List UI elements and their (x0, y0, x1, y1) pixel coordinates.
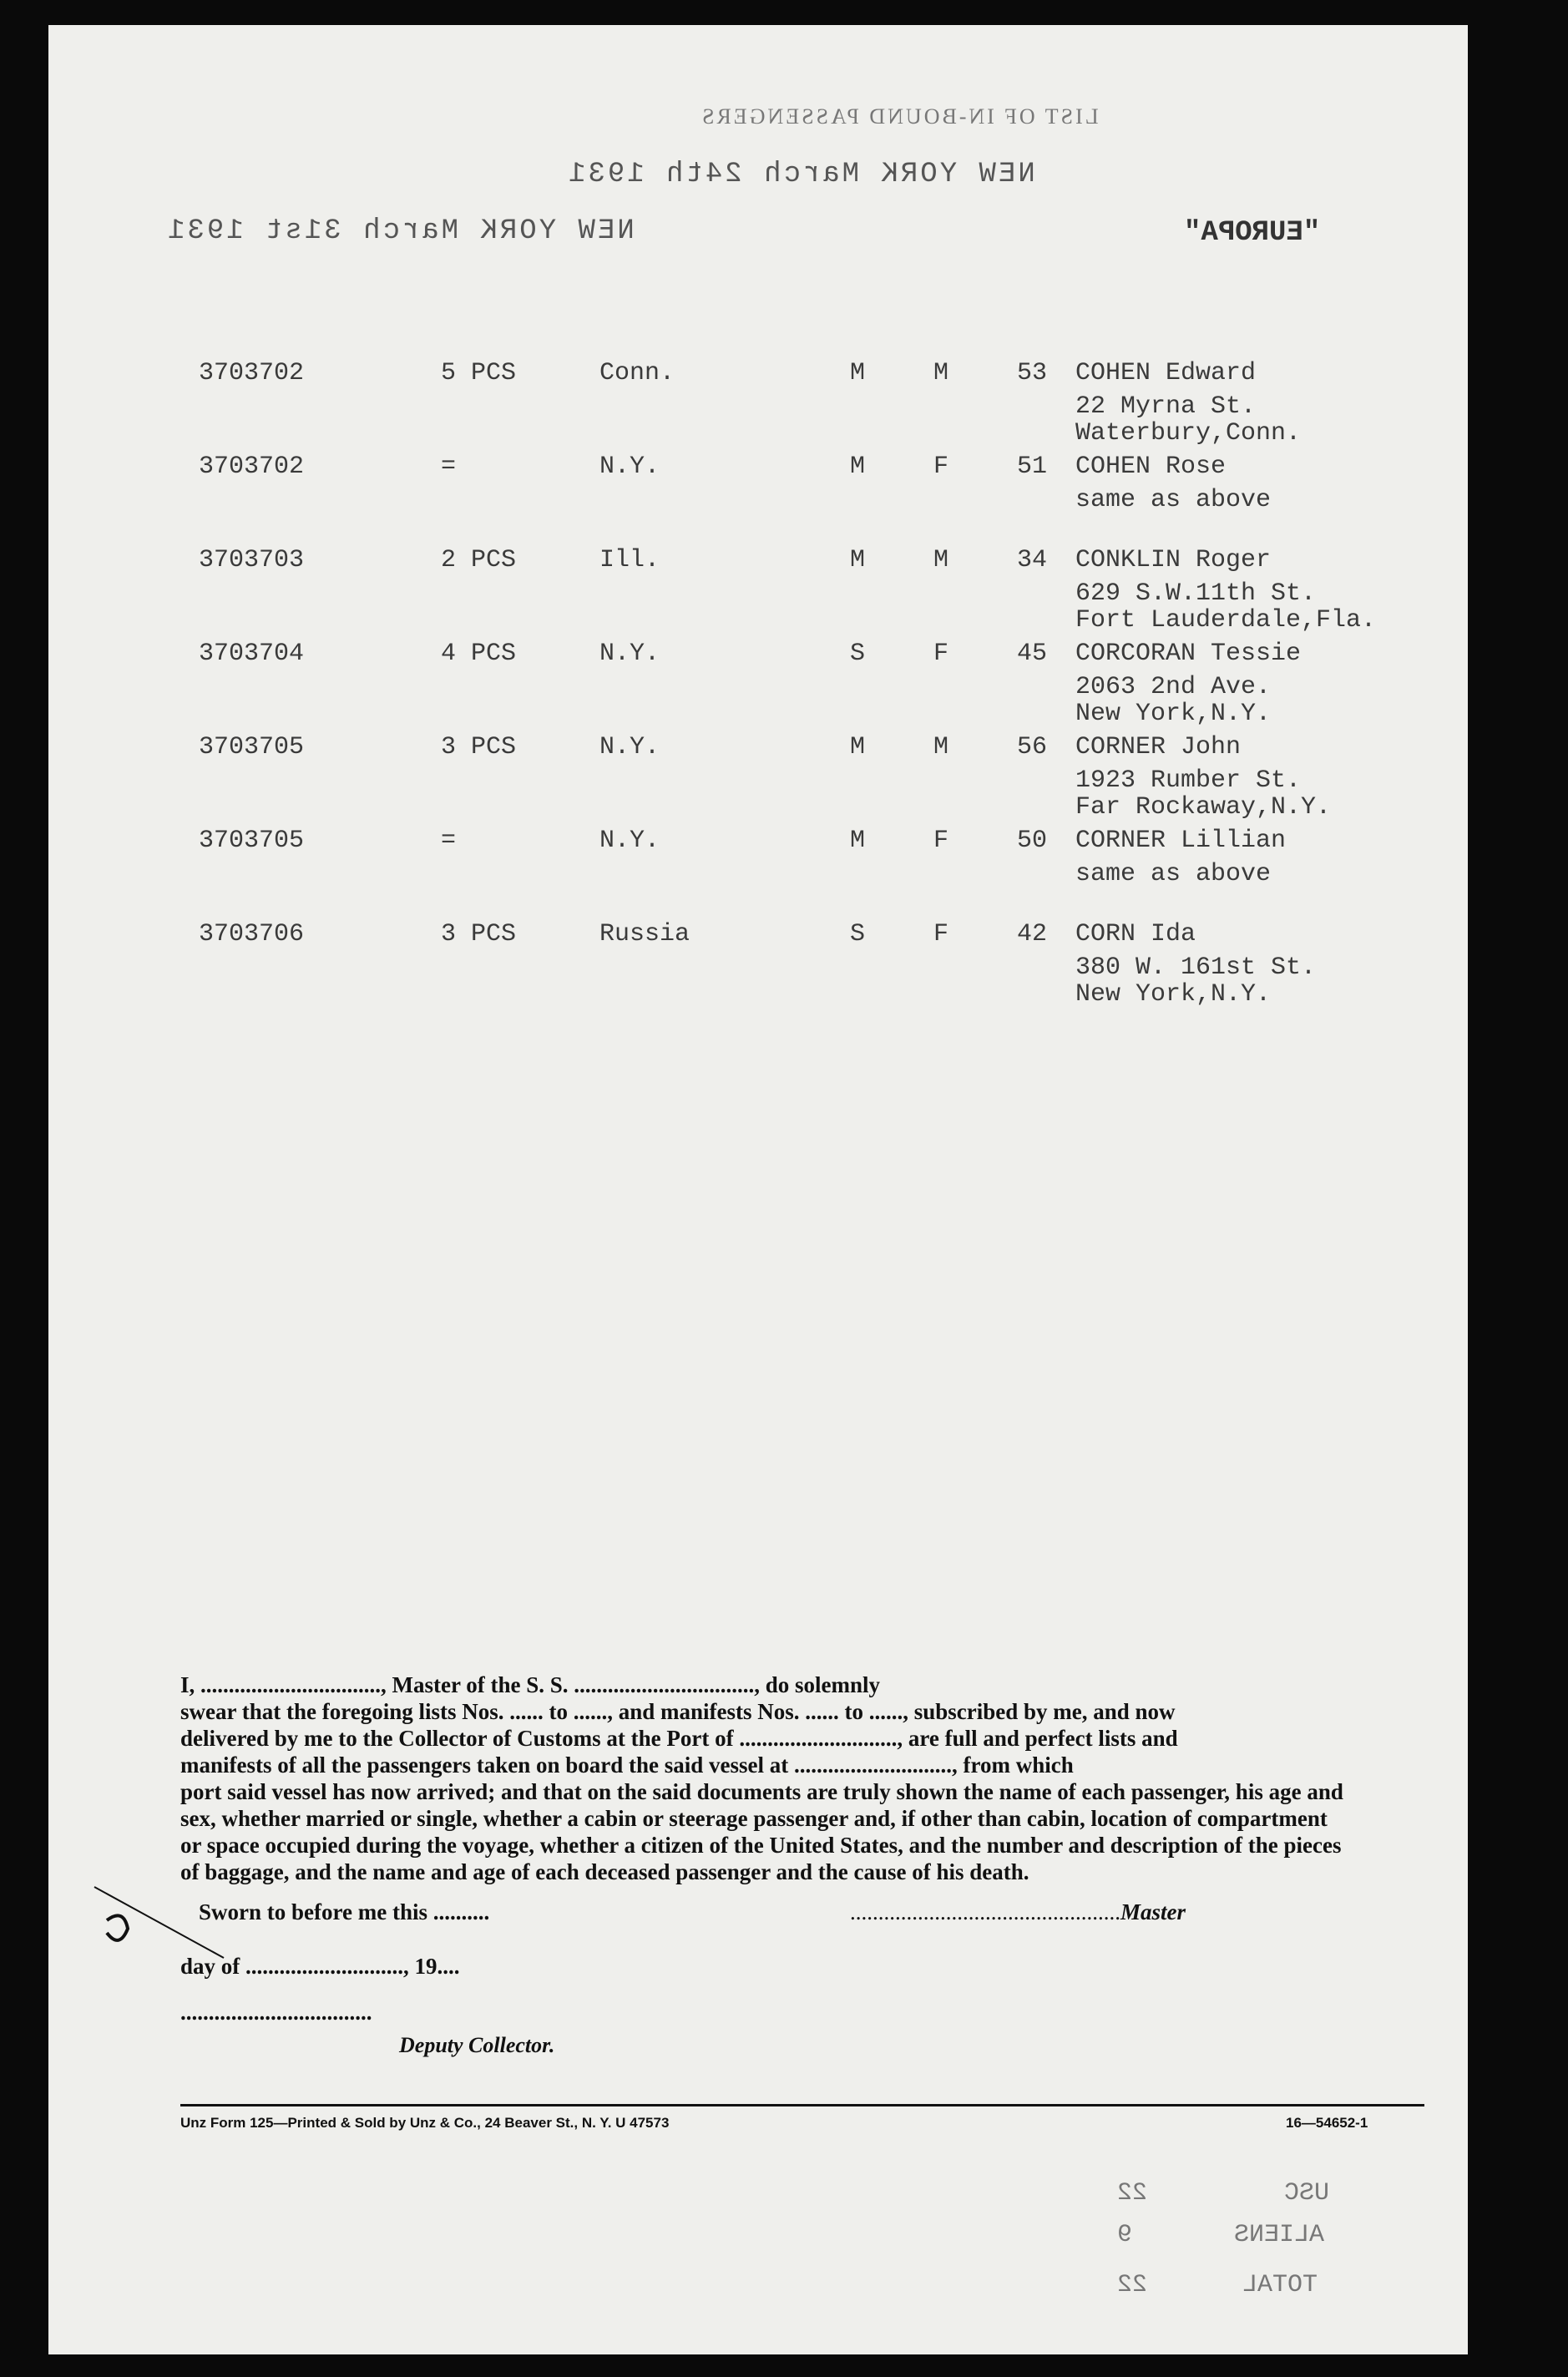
manifest-title-text: LIST OF IN-BOUND PASSENGERS (700, 104, 1099, 129)
age: 50 (1017, 827, 1048, 855)
passenger-name: CORNER Lillian (1075, 827, 1287, 855)
address-line-1: same as above (1075, 860, 1272, 888)
total-label (1242, 2271, 1318, 2299)
ship-name (1184, 217, 1320, 249)
usc-total (1117, 2179, 1147, 2208)
sex: F (933, 920, 949, 948)
date-line-1 (566, 159, 1035, 190)
address-line-2: Far Rockaway,N.Y. (1075, 793, 1332, 822)
age: 42 (1017, 920, 1048, 948)
manifest-title (700, 104, 1099, 129)
deputy-dots: .................................. (180, 2000, 372, 2025)
deputy-collector-label: Deputy Collector. (399, 2033, 555, 2057)
aliens-label-text: ALIENS (1234, 2221, 1325, 2249)
state: Conn. (599, 359, 675, 387)
ticket-number: 3703704 (199, 640, 305, 668)
oath-line: port said vessel has now arrived; and that on the said documents are truly shown the name of each passenger, his age and (180, 1779, 1343, 1804)
ticket-number: 3703705 (199, 827, 305, 855)
sex: M (933, 546, 949, 574)
passenger-row (199, 827, 1401, 893)
passenger-name: COHEN Rose (1075, 453, 1227, 481)
marital-status: S (850, 920, 866, 948)
master-signature-line (850, 1899, 1186, 1925)
baggage-pieces: = (441, 453, 457, 481)
address-line-1: same as above (1075, 486, 1272, 514)
oath-line: delivered by me to the Collector of Customs at the Port of ............................, are full and perfect lists and (180, 1726, 1178, 1751)
address-line-1: 380 W. 161st St. (1075, 953, 1317, 982)
ship-name-text: "EUROPA" (1184, 217, 1321, 249)
state: Ill. (599, 546, 660, 574)
marital-status: S (850, 640, 866, 668)
state: Russia (599, 920, 690, 948)
baggage-pieces: 4 PCS (441, 640, 517, 668)
address-line-1: 629 S.W.11th St. (1075, 579, 1317, 608)
passenger-row (199, 546, 1401, 635)
state: N.Y. (599, 827, 660, 855)
passenger-row (199, 920, 1401, 1009)
passenger-name: CORNER John (1075, 733, 1242, 761)
passenger-row (199, 640, 1401, 728)
passenger-row (199, 359, 1401, 448)
state: N.Y. (599, 733, 660, 761)
oath-line: manifests of all the passengers taken on board the said vessel at ............................, from which (180, 1752, 1074, 1778)
usc-total-value: 22 (1117, 2179, 1148, 2208)
passenger-name: CONKLIN Roger (1075, 546, 1272, 574)
aliens-total (1117, 2221, 1132, 2249)
aliens-label (1234, 2221, 1324, 2249)
marital-status: M (850, 733, 866, 761)
marital-status: M (850, 827, 866, 855)
passenger-row (199, 733, 1401, 822)
baggage-pieces: 2 PCS (441, 546, 517, 574)
passenger-name: CORCORAN Tessie (1075, 640, 1302, 668)
oath-line: sex, whether married or single, whether a cabin or steerage passenger and, if other than cabin, location of compartment (180, 1806, 1328, 1831)
age: 53 (1017, 359, 1048, 387)
baggage-pieces: = (441, 827, 457, 855)
oath-line: I, ................................, Master of the S. S. ................................, do solemnly (180, 1672, 881, 1697)
sex: M (933, 733, 949, 761)
sex: F (933, 827, 949, 855)
form-number: 16—54652-1 (1286, 2115, 1368, 2131)
oath-line: of baggage, and the name and age of each deceased passenger and the cause of his death. (180, 1859, 1029, 1884)
age: 34 (1017, 546, 1048, 574)
ticket-number: 3703706 (199, 920, 305, 948)
sex: F (933, 453, 949, 481)
grand-total (1117, 2271, 1147, 2299)
baggage-pieces: 5 PCS (441, 359, 517, 387)
total-label-text: TOTAL (1242, 2271, 1318, 2299)
date-line-2-text: NEW YORK March 31st 1931 (165, 215, 635, 247)
address-line-2: New York,N.Y. (1075, 980, 1272, 1009)
oath-line: or space occupied during the voyage, whether a citizen of the United States, and the number and description of the pieces (180, 1833, 1342, 1858)
age: 45 (1017, 640, 1048, 668)
address-line-1: 22 Myrna St. (1075, 392, 1257, 421)
day-of-line: day of ............................, 19.... (180, 1954, 460, 1979)
grand-total-value: 22 (1117, 2271, 1148, 2299)
date-line-2 (165, 215, 635, 247)
ticket-number: 3703702 (199, 453, 305, 481)
sex: F (933, 640, 949, 668)
usc-label (1284, 2179, 1329, 2208)
passenger-name: COHEN Edward (1075, 359, 1257, 387)
ticket-number: 3703702 (199, 359, 305, 387)
date-line-1-text: NEW YORK March 24th 1931 (566, 159, 1035, 190)
ticket-number: 3703705 (199, 733, 305, 761)
master-label: Master (1120, 1899, 1186, 1924)
address-line-2: New York,N.Y. (1075, 700, 1272, 728)
marital-status: M (850, 359, 866, 387)
age: 51 (1017, 453, 1048, 481)
age: 56 (1017, 733, 1048, 761)
footer-rule (180, 2104, 1424, 2106)
address-line-2: Waterbury,Conn. (1075, 419, 1302, 448)
address-line-2: Fort Lauderdale,Fla. (1075, 606, 1377, 635)
marital-status: M (850, 453, 866, 481)
sworn-line: Sworn to before me this .......... (199, 1899, 490, 1924)
ticket-number: 3703703 (199, 546, 305, 574)
passenger-name: CORN Ida (1075, 920, 1196, 948)
baggage-pieces: 3 PCS (441, 733, 517, 761)
address-line-1: 2063 2nd Ave. (1075, 673, 1272, 701)
passenger-row (199, 453, 1401, 519)
oath-paragraph (180, 1671, 1383, 1885)
manifest-sheet (48, 25, 1468, 2354)
baggage-pieces: 3 PCS (441, 920, 517, 948)
oath-line: swear that the foregoing lists Nos. ...... to ......, and manifests Nos. ...... to ......, subscribed by me, and now (180, 1699, 1176, 1724)
state: N.Y. (599, 640, 660, 668)
aliens-total-value: 9 (1117, 2221, 1133, 2249)
master-dots: ................................................ (850, 1899, 1120, 1924)
sex: M (933, 359, 949, 387)
address-line-1: 1923 Rumber St. (1075, 766, 1302, 795)
state: N.Y. (599, 453, 660, 481)
form-printer-note: Unz Form 125—Printed & Sold by Unz & Co., 24 Beaver St., N. Y. U 47573 (180, 2115, 670, 2131)
marital-status: M (850, 546, 866, 574)
usc-label-text: USC (1284, 2179, 1330, 2208)
